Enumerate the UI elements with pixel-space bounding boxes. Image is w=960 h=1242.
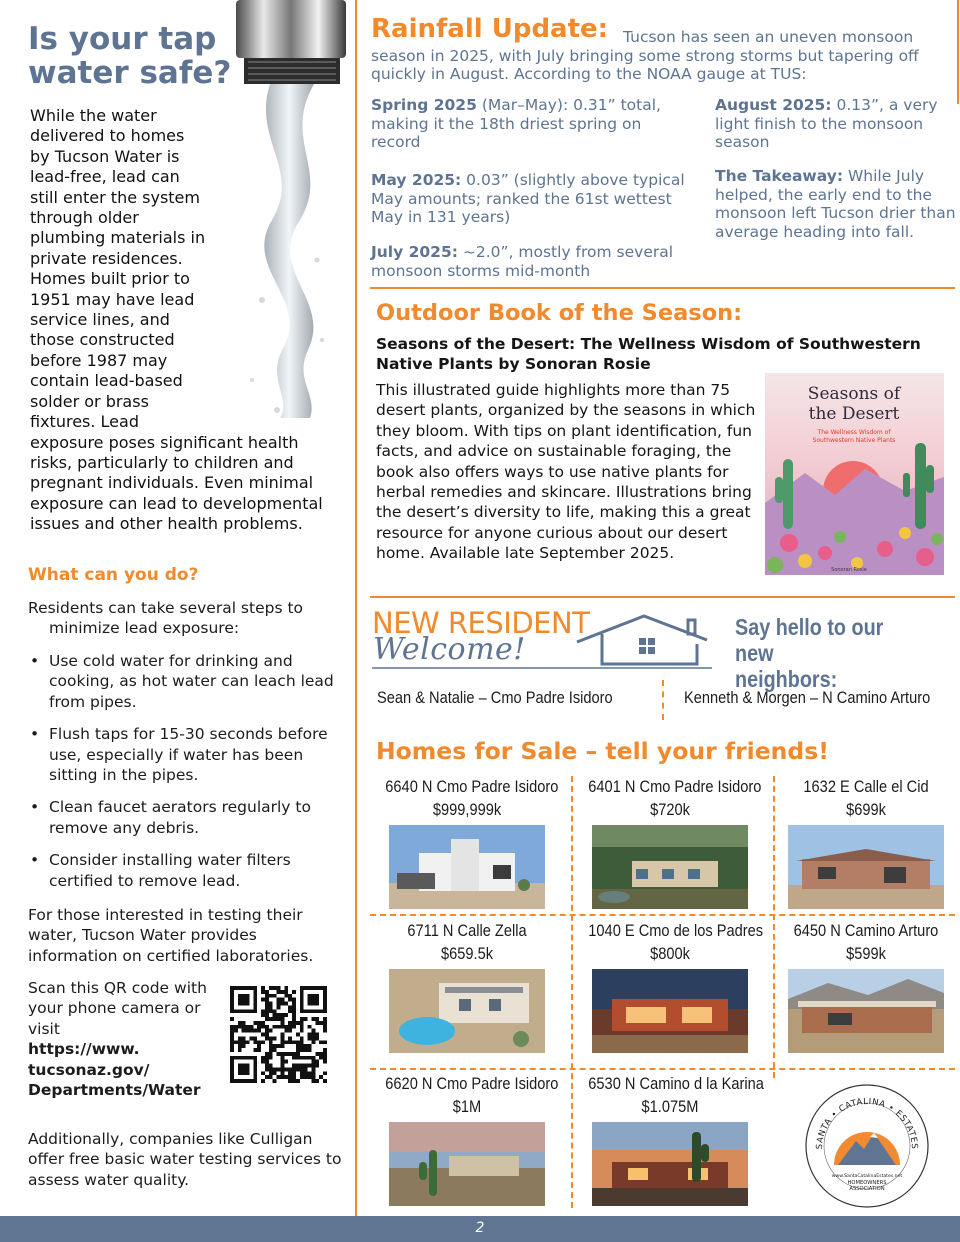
rainfall-takeaway	[715, 167, 957, 241]
cover-title-line: the Desert	[808, 404, 900, 424]
rainfall-spring	[371, 96, 691, 152]
home-listing[interactable]	[771, 919, 960, 1053]
rainfall-text: (Mar–May): 0.31” total, making it the 18th driest spring on record	[371, 96, 661, 151]
hoa-ring-text: SANTA • CATALINA • ESTATES	[814, 1096, 920, 1150]
cover-subtitle-line: Southwestern Native Plants	[812, 437, 896, 444]
intro-line: contain lead-based	[30, 371, 183, 391]
rainfall-label: August 2025:	[715, 96, 832, 114]
lead-intro-paragraph	[30, 106, 352, 535]
intro-line: through older	[30, 208, 139, 228]
home-photo	[788, 969, 944, 1053]
rainfall-label: May 2025:	[371, 171, 462, 189]
say-hello-line: neighbors:	[735, 666, 838, 692]
tucson-water-link-line[interactable]: tucsonaz.gov/	[28, 1060, 150, 1079]
home-address: 1040 E Cmo de los Padres	[588, 921, 764, 940]
hoa-label-line: ASSOCIATION	[849, 1186, 885, 1192]
rainfall-heading: Rainfall Update:	[371, 14, 609, 44]
what-can-you-do-heading: What can you do?	[28, 565, 199, 585]
tucson-water-link-line[interactable]: Departments/Water	[28, 1081, 201, 1100]
lead-tips-list	[28, 651, 350, 903]
grid-divider	[370, 1068, 955, 1070]
rainfall-intro: Tucson has seen an uneven monsoon season in 2025, with July bringing some strong storms but tapering off quickly in August. According to the NOAA gauge at TUS:	[371, 28, 919, 83]
culligan-testing-text: Additionally, companies like Culligan offer free basic water testing services to assess water quality.	[28, 1130, 342, 1189]
intro-line: exposure poses significant health	[30, 432, 299, 452]
testing-info-text: For those interested in testing their water, Tucson Water provides information on certified laboratories.	[28, 906, 314, 965]
intro-line: private residences.	[30, 248, 183, 268]
home-price: $1.075M	[641, 1097, 699, 1116]
cover-title-line: Seasons of	[807, 384, 901, 404]
rainfall-text: 0.03” (slightly above typical May amounts; ranked the 61st wettest May in 131 years)	[371, 171, 685, 226]
home-price: $659.5k	[440, 944, 494, 963]
home-address: 1632 E Calle el Cid	[803, 777, 929, 796]
page-footer	[0, 1216, 960, 1242]
welcome-script: Welcome!	[373, 632, 526, 667]
intro-line: delivered to homes	[30, 126, 185, 146]
scan-instructions: Scan this QR code with your phone camera or visit	[28, 979, 207, 1038]
intro-line: Homes built prior to	[30, 269, 190, 289]
home-address: 6450 N Camino Arturo	[793, 921, 939, 940]
scan-qr-text	[28, 978, 228, 1100]
home-photo	[389, 969, 545, 1053]
tap-title-line-2: water safe?	[28, 55, 232, 91]
home-listing[interactable]	[575, 775, 765, 909]
home-address: 6640 N Cmo Padre Isidoro	[385, 777, 559, 796]
list-item: • Flush taps for 15-30 seconds before use, especially if water has been sitting in the pipes.	[28, 724, 350, 785]
page-edge-rule	[957, 0, 959, 104]
home-price: $800k	[650, 944, 690, 963]
tap-title-line-1: Is your tap	[28, 21, 217, 57]
intro-line: lead-free, lead can	[30, 167, 180, 187]
say-hello-line: Say hello to our new	[735, 614, 884, 666]
home-address: 6711 N Calle Zella	[407, 921, 527, 940]
intro-line: before 1987 may	[30, 350, 168, 370]
home-price: $599k	[846, 944, 886, 963]
tucson-water-link-line[interactable]: https://www.	[28, 1040, 140, 1059]
home-price: $720k	[650, 800, 690, 819]
grid-divider	[370, 914, 955, 916]
hoa-label-line: HOMEOWNERS	[847, 1180, 887, 1186]
say-hello-heading	[735, 614, 924, 692]
intro-line: fixtures. Lead	[30, 412, 139, 432]
section-divider	[370, 596, 955, 598]
rainfall-august	[715, 96, 955, 152]
section-divider	[370, 287, 955, 289]
intro-line: risks, particularly to children and	[30, 452, 294, 472]
hoa-url: www.SantaCatalinaEstates.net	[831, 1174, 903, 1179]
new-resident-banner: NEW RESIDENT	[372, 606, 590, 640]
rainfall-label: July 2025:	[371, 243, 458, 261]
column-divider	[355, 0, 357, 1216]
home-photo	[389, 825, 545, 909]
neighbor-divider	[662, 680, 664, 720]
residents-steps-text: Residents can take several steps to minimize lead exposure:	[28, 599, 304, 638]
tap-water-article	[0, 0, 356, 1216]
home-price: $999,999k	[432, 800, 502, 819]
book-description: This illustrated guide highlights more than 75 desert plants, organized by the seasons in which they bloom. With tips on plant identification, fun facts, and advice on sustainable foraging, the book also offers ways to use native plants for herbal remedies and skincare. Illustrations bring the desert’s diversity to life, making this a great resource for anyone curious about our desert home. Available late September 2025.	[376, 381, 756, 563]
home-photo	[788, 825, 944, 909]
intro-line: still enter the system	[30, 187, 200, 207]
home-listing[interactable]	[771, 775, 960, 909]
book-cover-image	[765, 373, 944, 575]
rainfall-may	[371, 171, 691, 227]
tap-water-title	[28, 22, 231, 90]
home-listing[interactable]	[575, 919, 765, 1053]
home-listing[interactable]	[372, 775, 562, 909]
book-heading: Outdoor Book of the Season:	[376, 300, 743, 326]
rainfall-july	[371, 243, 701, 280]
cover-author: Sonoran Rosie	[831, 567, 867, 573]
cover-subtitle-line: The Wellness Wisdom of	[817, 429, 891, 436]
home-photo	[592, 1122, 748, 1206]
home-price: $1M	[452, 1097, 482, 1116]
intro-line: exposure can lead to developmental	[30, 493, 323, 513]
home-photo	[592, 969, 748, 1053]
intro-line: issues and other health problems.	[30, 514, 303, 534]
intro-line: service lines, and	[30, 310, 170, 330]
hoa-logo	[804, 1083, 930, 1209]
home-listing[interactable]	[372, 1072, 562, 1206]
rainfall-label: The Takeaway:	[715, 167, 844, 185]
list-item: • Clean faucet aerators regularly to remove any debris.	[28, 797, 350, 838]
rainfall-label: Spring 2025	[371, 96, 477, 114]
neighbor-entry: Kenneth & Morgen – N Camino Arturo	[684, 688, 931, 707]
homes-for-sale-heading: Homes for Sale – tell your friends!	[376, 737, 829, 765]
home-photo	[389, 1122, 545, 1206]
intro-line: those constructed	[30, 330, 175, 350]
home-price: $699k	[846, 800, 886, 819]
home-listing[interactable]	[372, 919, 562, 1053]
home-photo	[592, 825, 748, 909]
qr-code[interactable]	[230, 986, 327, 1083]
book-title: Seasons of the Desert: The Wellness Wisdom of Southwestern Native Plants by Sonoran Rosie	[376, 335, 921, 374]
home-address: 6401 N Cmo Padre Isidoro	[588, 777, 762, 796]
intro-line: While the water	[30, 106, 157, 125]
home-address: 6620 N Cmo Padre Isidoro	[385, 1074, 559, 1093]
rainfall-text: ~2.0”, mostly from several monsoon storms mid-month	[371, 243, 674, 280]
rainfall-text: 0.13”, a very light finish to the monsoon season	[715, 96, 938, 151]
list-item: • Use cold water for drinking and cooking, as hot water can leach lead from pipes.	[28, 651, 350, 712]
rainfall-text: While July helped, the early end to the monsoon left Tucson drier than average heading into fall.	[715, 167, 956, 241]
home-listing[interactable]	[575, 1072, 765, 1206]
intro-line: by Tucson Water is	[30, 146, 180, 166]
intro-line: solder or brass	[30, 391, 149, 411]
home-address: 6530 N Camino d la Karina	[588, 1074, 764, 1093]
intro-line: plumbing materials in	[30, 228, 206, 248]
intro-line: 1951 may have lead	[30, 289, 195, 309]
intro-line: pregnant individuals. Even minimal	[30, 473, 314, 493]
page-number: 2	[475, 1220, 485, 1236]
grid-divider	[571, 776, 573, 1208]
neighbor-entry: Sean & Natalie – Cmo Padre Isidoro	[377, 688, 613, 707]
list-item: • Consider installing water filters certified to remove lead.	[28, 850, 350, 891]
